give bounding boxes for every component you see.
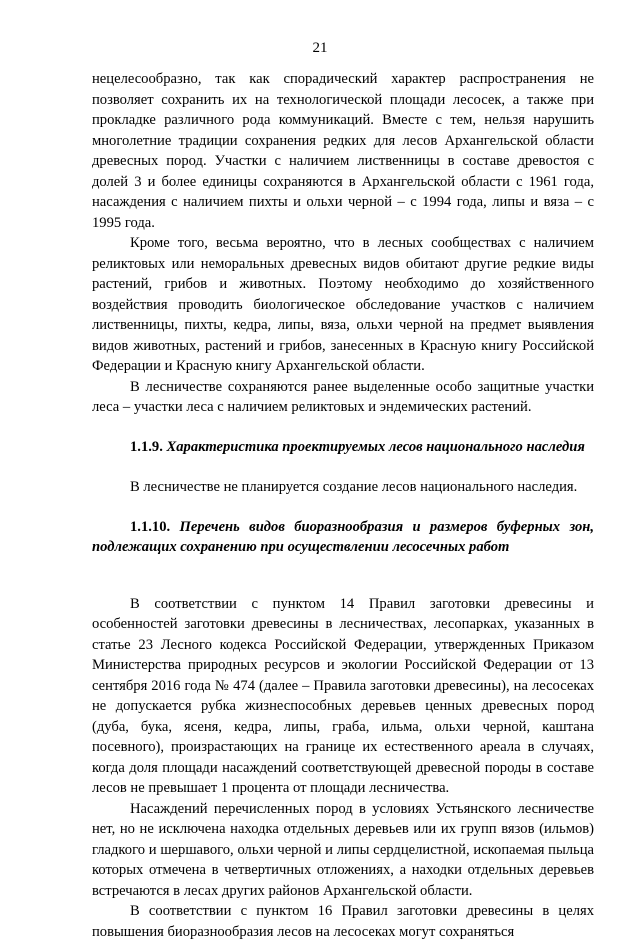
section-number: 1.1.10. (130, 518, 171, 535)
paragraph-species-absence: Насаждений перечисленных пород в условиях Устьянского лесничестве нет, но не исключена находка отдельных деревьев или их групп вязов (ильмов) гладкого и шершавого, ольхи черной и липы сердцелистной, ископаемая пыльца которых отмечена в четвертичных отложениях, а находки отдельных деревьев встречаются в лесах других районов Архангельской области. (92, 800, 594, 899)
paragraph-harvest-rules: В соответствии с пунктом 14 Правил заготовки древесины и особенностей заготовки древесины в лесничествах, лесопарках, указанных в статье 23 Лесного кодекса Российской Федерации, утвержденных Приказом Министерства природных ресурсов и экологии Российской Федерации от 13 сентября 2016 года № 474 (далее – Правила заготовки древесины), на лесосеках не допускается рубка жизнеспособных деревьев ценных древесных пород (дуба, бука, ясеня, кедра, липы, граба, ильма, ольхи черной, каштана посевного), произрастающих на границе их естественного ареала в случаях, когда доля площади насаждений соответствующей древесной породы в составе лесов не превышает 1 процента от площади лесничества. (92, 595, 594, 796)
section-heading-1-1-10 (92, 517, 594, 558)
section-title: Характеристика проектируемых лесов национального наследия (166, 438, 585, 455)
section-1-1-9-text: В лесничестве не планируется создание лесов национального наследия. (130, 479, 578, 495)
document-body (92, 69, 594, 942)
section-number: 1.1.9. (130, 438, 163, 455)
page-number: 21 (312, 40, 328, 56)
paragraph-continuation: нецелесообразно, так как спорадический характер распространения не позволяет сохранить их на технологической площади лесосек, а также при прокладке различного рода коммуникаций. Вместе с тем, нельзя нарушить многолетние традиции сохранения редких для лесов Архангельской области древесных пород. Участки с наличием лиственницы в составе древостоя с долей 3 и более единицы сохраняются в Архангельской области с 1961 года, насаждения с наличием пихты и ольхи черной – с 1994 года, липы и вяза – с 1995 года. (92, 71, 594, 231)
section-heading-1-1-9 (92, 437, 594, 458)
paragraph-relict-species: Кроме того, весьма вероятно, что в лесных сообществах с наличием реликтовых или неморальных древесных видов обитают другие редкие виды растений, грибов и животных. Поэтому необходимо до хозяйственного воздействия проводить биологическое обследование участков с наличием лиственницы, пихты, кедра, липы, вяза, ольхи черной на предмет выявления видов животных, растений и грибов, занесенных в Красную книгу Российской Федерации и Красную книгу Архангельской области. (92, 235, 594, 374)
paragraph-protected-plots: В лесничестве сохраняются ранее выделенные особо защитные участки леса – участки леса с наличием реликтовых и эндемических растений. (92, 378, 594, 415)
section-title: Перечень видов биоразнообразия и размеров буферных зон, подлежащих сохранению при осуществлении лесосечных работ (92, 518, 594, 555)
paragraph-biodiversity: В соответствии с пунктом 16 Правил заготовки древесины в целях повышения биоразнообразия лесов на лесосеках могут сохраняться (92, 903, 594, 940)
